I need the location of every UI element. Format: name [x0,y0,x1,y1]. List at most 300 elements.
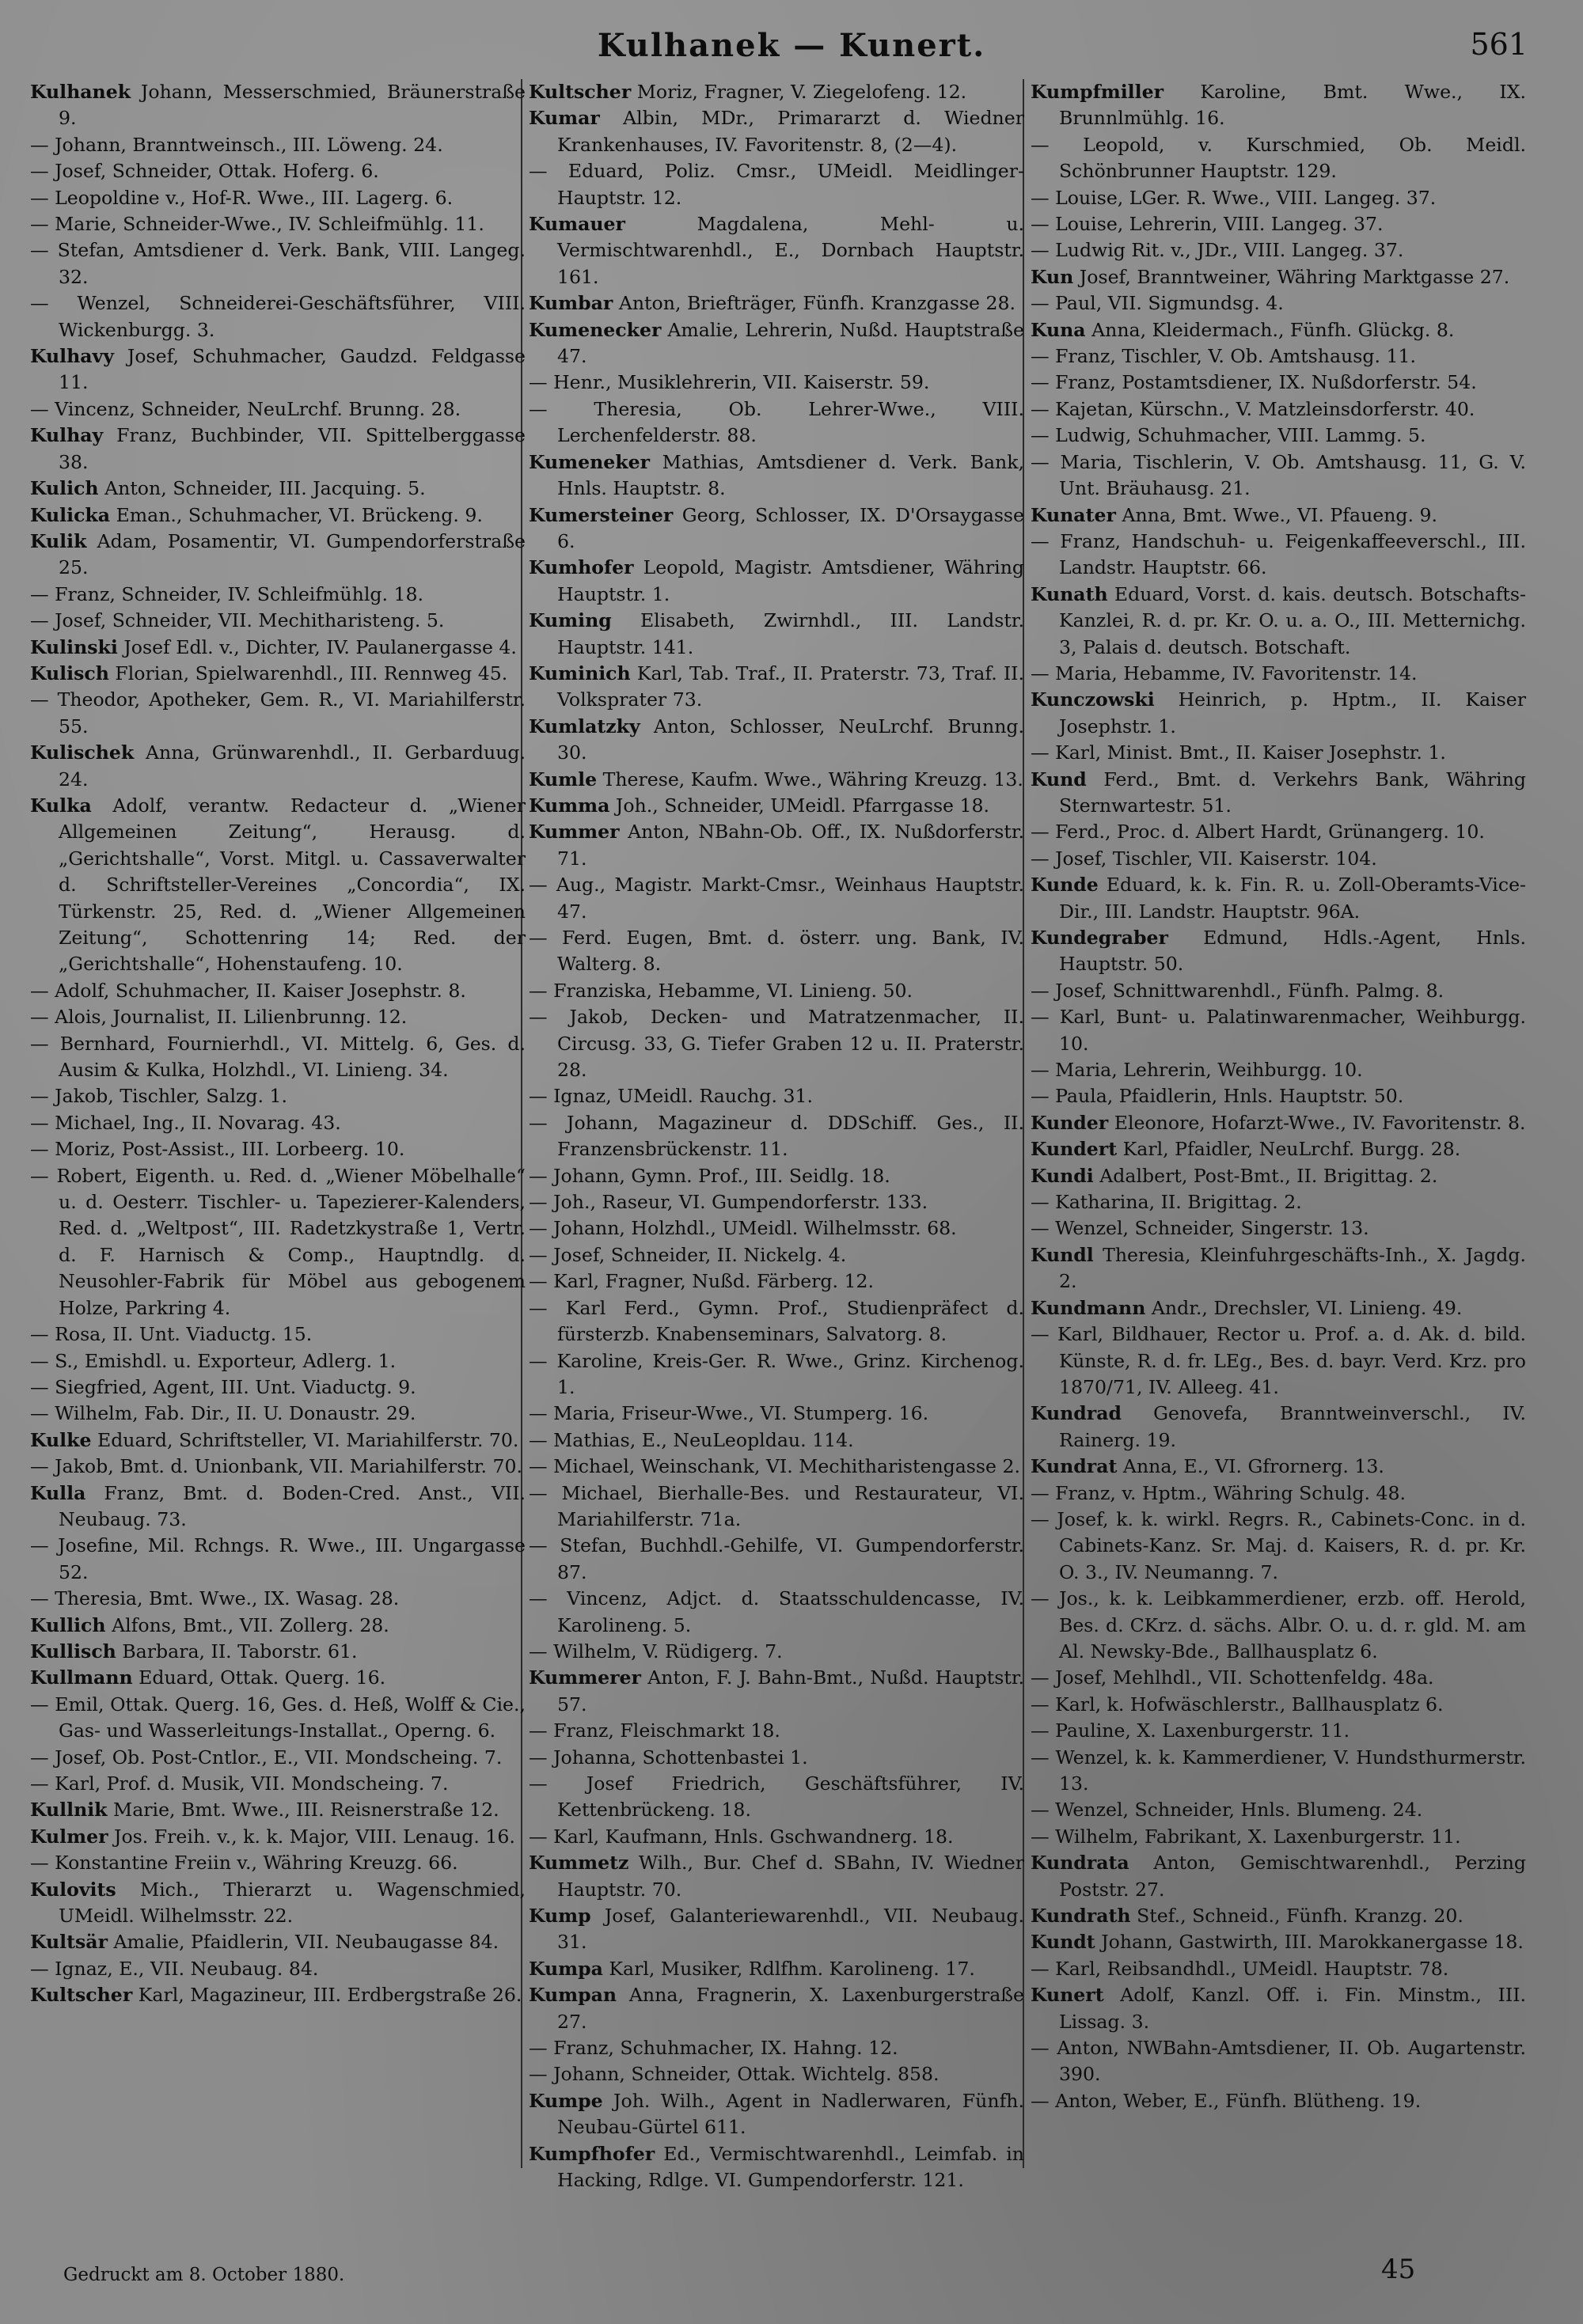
entry-details: — Josef Friedrich, Geschäftsführer, IV. Kettenbrückeng. 18. [529,1772,1024,1822]
entry-details: Edmund, Hdls.-Agent, Hnls. Hauptstr. 50. [1059,927,1526,976]
entry-details: — Wenzel, Schneiderei-Geschäftsführer, VIII. Wickenburgg. 3. [30,292,526,341]
directory-entry [30,1745,526,1771]
entry-details: — Louise, Lehrerin, VIII. Langeg. 37. [1031,213,1384,236]
directory-entry [529,2088,1024,2141]
entry-details: — Ferd. Eugen, Bmt. d. österr. ung. Bank, IV. Walterg. 8. [529,927,1024,976]
directory-entry [529,211,1024,290]
entry-surname: Kulke [30,1428,92,1451]
entry-surname: Kundrath [1031,1905,1131,1928]
entry-details: — Moriz, Post-Assist., III. Lorbeerg. 10. [30,1138,405,1161]
directory-entry [529,1718,1024,1744]
entry-details: — Maria, Hebamme, IV. Favoritenstr. 14. [1031,662,1418,684]
directory-entry [30,1031,526,1084]
column-2 [529,79,1025,2192]
entry-details: — Theresia, Ob. Lehrer-Wwe., VIII. Lerchenfelderstr. 88. [529,397,1024,447]
entry-details: Adam, Posamentir, VI. Gumpendorferstraße 25. [59,529,526,579]
directory-entry [30,529,526,582]
entry-surname: Kuming [529,609,612,632]
directory-entry [30,1480,526,1534]
directory-entry [1031,1242,1526,1295]
entry-surname: Kummetz [529,1852,629,1875]
entry-surname: Kuminich [529,662,631,684]
entry-details: — Emil, Ottak. Querg. 16, Ges. d. Heß, Wolff & Cie., Gas- und Wasserleitungs-Installat., Operng. 6. [30,1693,526,1742]
entry-surname: Kumle [529,768,598,790]
entry-details: Florian, Spielwarenhdl., III. Rennweg 45. [115,662,508,684]
directory-entry [1031,290,1526,317]
entry-details: Josef Edl. v., Dichter, IV. Paulanergasse 4. [123,635,517,658]
entry-surname: Kumpfmiller [1031,81,1164,103]
entry-details: Theresia, Kleinfuhrgeschäfts-Inh., X. Jagdg. 2. [1059,1243,1526,1293]
directory-entry [1031,264,1526,290]
directory-entry [529,1427,1024,1454]
entry-surname: Kumpe [529,2089,603,2112]
entry-details: Anton, F. J. Bahn-Bmt., Nußd. Hauptstr. 57. [557,1666,1025,1716]
entry-details: Anna, Grünwarenhdl., II. Gerbarduug. 24. [59,741,526,790]
directory-entry [30,158,526,184]
directory-entry [1031,1110,1526,1136]
directory-entry [30,502,526,529]
entry-details: — Theodor, Apotheker, Gem. R., VI. Mariahilferstr. 55. [30,688,526,737]
entry-surname: Kulinski [30,635,118,658]
entry-details: Josef, Schuhmacher, Gaudzd. Feldgasse 11. [59,345,526,394]
entry-details: — Ludwig Rit. v., JDr., VIII. Langeg. 37. [1031,239,1404,262]
entry-details: Karl, Pfaidler, NeuLrchf. Burgg. 28. [1122,1138,1461,1161]
entry-details: — Johann, Holzhdl., UMeidl. Wilhelmsstr. 68. [529,1217,957,1240]
directory-entry [529,793,1024,819]
entry-details: — Karl, Prof. d. Musik, VII. Mondscheing. 7. [30,1772,449,1795]
directory-entry [1031,529,1526,582]
directory-entry [30,1982,526,2008]
entry-details: Anton, Schneider, III. Jacquing. 5. [104,477,426,500]
entry-details: Marie, Bmt. Wwe., III. Reisnerstraße 12. [113,1799,499,1822]
entry-details: Wilh., Bur. Chef d. SBahn, IV. Wiedner Hauptstr. 70. [557,1852,1024,1901]
entry-surname: Kulhavy [30,345,114,368]
directory-entry [529,1850,1024,1903]
directory-entry [30,635,526,661]
directory-entry [529,158,1024,211]
directory-entry [1031,1004,1526,1057]
directory-entry [1031,1163,1526,1189]
directory-entry [30,1692,526,1745]
directory-entry [529,370,1024,396]
directory-entry [30,1163,526,1321]
entry-details: Moriz, Fragner, V. Ziegelofeng. 12. [636,81,967,103]
entry-surname: Kulhanek [30,81,131,103]
directory-entry [529,1401,1024,1427]
entry-details: — Karl, Bildhauer, Rector u. Prof. a. d. Ak. d. bild. Künste, R. d. fr. LEg., Bes. d. bayr. Verd. Krz. pro 1870/71, IV. Alleeg. 41. [1031,1323,1526,1398]
entry-details: — Ferd., Proc. d. Albert Hardt, Grünangerg. 10. [1031,821,1485,844]
entry-details: — Josef, Schneider, Ottak. Hoferg. 6. [30,160,379,183]
entry-details: — Wilhelm, Fabrikant, X. Laxenburgerstr. 11. [1031,1825,1461,1848]
entry-details: — Franz, Postamtsdiener, IX. Nußdorferstr. 54. [1031,371,1477,394]
entry-details: Ed., Vermischtwarenhdl., Leimfab. in Hacking, Rdlge. VI. Gumpendorferstr. 121. [557,2142,1025,2192]
directory-entry [30,237,526,290]
entry-details: — Josef, Tischler, VII. Kaiserstr. 104. [1031,847,1377,870]
column-1 [30,79,526,2168]
entry-details: — Johanna, Schottenbastei 1. [529,1746,808,1769]
directory-entry [30,1348,526,1374]
entry-surname: Kullnik [30,1799,108,1822]
directory-entry [529,1824,1024,1850]
directory-entry [1031,767,1526,820]
entry-details: — Maria, Lehrerin, Weihburgg. 10. [1031,1059,1363,1082]
entry-details: Eduard, k. k. Fin. R. u. Zoll-Oberamts-Vice-Dir., III. Landstr. Hauptstr. 96A. [1059,874,1527,923]
entry-details: Karoline, Bmt. Wwe., IX. Brunnlmühlg. 16. [1059,81,1526,130]
directory-entry [30,687,526,740]
directory-entry [30,1454,526,1480]
entry-details: — Paula, Pfaidlerin, Hnls. Hauptstr. 50. [1031,1085,1404,1108]
entry-details: Johann, Gastwirth, III. Marokkanergasse 18. [1101,1931,1524,1954]
directory-entry [30,1401,526,1427]
directory-entry [1031,1824,1526,1850]
entry-surname: Kumpfhofer [529,2142,655,2165]
entry-details: — Karl, Bunt- u. Palatinwarenmacher, Weihburgg. 10. [1031,1006,1526,1055]
entry-details: Anna, E., VI. Gfrornerg. 13. [1122,1455,1384,1478]
entry-details: Andr., Drechsler, VI. Linieng. 49. [1151,1296,1463,1319]
entry-surname: Kulla [30,1481,86,1504]
entry-details: — Josef, Schnittwarenhdl., Fünfh. Palmg. 8. [1031,979,1444,1002]
entry-details: — Johann, Branntweinsch., III. Löweng. 24. [30,133,443,156]
entry-details: Albin, MDr., Primararzt d. Wiedner Krankenhauses, IV. Favoritenstr. 8, (2—4). [557,107,1024,156]
entry-surname: Kumpan [529,1984,617,2007]
entry-details: — Joh., Raseur, VI. Gumpendorferstr. 133. [529,1191,928,1214]
directory-entry [529,819,1024,872]
directory-entry [529,1110,1024,1163]
directory-entry [1031,1692,1526,1718]
directory-entry [1031,1136,1526,1162]
entry-details: Josef, Branntweiner, Währing Marktgasse 27. [1079,265,1510,288]
entry-surname: Kumeneker [529,450,651,473]
entry-details: — Josefine, Mil. Rchngs. R. Wwe., III. Ungargasse 52. [30,1534,526,1583]
entry-details: — Karl, k. Hofwäschlerstr., Ballhausplatz 6. [1031,1693,1444,1716]
entry-details: Adalbert, Post-Bmt., II. Brigittag. 2. [1099,1164,1438,1187]
entry-details: — Michael, Ing., II. Novarag. 43. [30,1111,341,1134]
entry-surname: Kumbar [529,292,613,315]
entry-details: — Rosa, II. Unt. Viaductg. 15. [30,1323,313,1346]
entry-details: — Katharina, II. Brigittag. 2. [1031,1191,1302,1214]
directory-entry [30,1665,526,1691]
directory-entry [1031,449,1526,502]
directory-entry [1031,1507,1526,1586]
directory-entry [1031,237,1526,263]
entry-details: — Johann, Magazineur d. DDSchiff. Ges., II. Franzensbrückenstr. 11. [529,1111,1024,1161]
entry-details: Joh., Schneider, UMeidl. Pfarrgasse 18. [615,794,990,817]
entry-details: Eduard, Ottak. Querg. 16. [139,1666,386,1689]
entry-details: Jos. Freih. v., k. k. Major, VIII. Lenaug. 16. [114,1825,515,1848]
print-date: Gedruckt am 8. October 1880. [63,2265,345,2285]
entry-surname: Kumhofer [529,556,634,579]
entry-details: Franz, Buchbinder, VII. Spittelberggasse 38. [59,424,526,473]
directory-entry [1031,978,1526,1004]
directory-entry [1031,1850,1526,1903]
directory-entry [1031,185,1526,211]
directory-entry [1031,423,1526,449]
entry-details: — Franz, Fleischmarkt 18. [529,1719,780,1742]
entry-details: — Aug., Magistr. Markt-Cmsr., Weinhaus Hauptstr. 47. [529,874,1024,923]
directory-entry [529,1189,1024,1215]
entry-details: Georg, Schlosser, IX. D'Orsaygasse 6. [557,503,1024,552]
directory-entry [529,1242,1024,1268]
directory-entry [30,132,526,158]
entry-details: Johann, Messerschmied, Bräunerstraße 9. [59,81,526,130]
directory-entry [529,978,1024,1004]
directory-entry [30,740,526,793]
entry-details: — Karl, Minist. Bmt., II. Kaiser Josephstr. 1. [1031,741,1446,764]
entry-surname: Kump [529,1905,591,1928]
directory-entry [1031,925,1526,978]
entry-details: — Maria, Tischlerin, V. Ob. Amtshausg. 11, G. V. Unt. Bräuhausg. 21. [1031,450,1526,500]
directory-entry [529,1956,1024,1982]
entry-details: Magdalena, Mehl- u. Vermischtwarenhdl., E., Dornbach Hauptstr. 161. [557,213,1025,288]
directory-entry [529,2035,1024,2061]
directory-entry [1031,687,1526,740]
directory-entry [30,1083,526,1109]
entry-surname: Kundt [1031,1931,1095,1954]
directory-entry [529,2061,1024,2087]
entry-surname: Kunde [1031,874,1099,897]
directory-entry [529,449,1024,502]
directory-entry [30,1613,526,1639]
entry-surname: Kundert [1031,1138,1118,1161]
entry-details: — Wilhelm, V. Rüdigerg. 7. [529,1640,783,1662]
entry-surname: Kummerer [529,1666,641,1689]
entry-details: Anna, Bmt. Wwe., VI. Pfaueng. 9. [1122,503,1438,526]
entry-details: — Leopoldine v., Hof-R. Wwe., III. Lagerg. 6. [30,186,454,209]
directory-entry [1031,1295,1526,1321]
entry-surname: Kulik [30,529,87,552]
entry-details: Eman., Schuhmacher, VI. Brückeng. 9. [116,503,483,526]
entry-details: Joh. Wilh., Agent in Nadlerwaren, Fünfh. Neubau-Gürtel 611. [557,2089,1024,2139]
entry-details: Josef, Galanteriewarenhdl., VII. Neubaug. 31. [557,1905,1024,1954]
directory-entry [30,1797,526,1823]
directory-entry [30,1877,526,1930]
entry-details: — Jakob, Bmt. d. Unionbank, VII. Mariahilferstr. 70. [30,1455,523,1478]
entry-details: — Ignaz, UMeidl. Rauchg. 31. [529,1085,814,1108]
entry-surname: Kulischek [30,741,135,764]
directory-entry [30,185,526,211]
sheet-number: 45 [1381,2254,1416,2285]
entry-details: — Karl Ferd., Gymn. Prof., Studienpräfect d. fürsterzb. Knabenseminars, Salvatorg. 8. [529,1296,1024,1346]
directory-entry [1031,1745,1526,1798]
directory-entry [529,1745,1024,1771]
entry-surname: Kumpa [529,1957,603,1980]
entry-details: — Stefan, Buchhdl.-Gehilfe, VI. Gumpendorferstr. 87. [529,1534,1024,1583]
entry-surname: Kulich [30,477,99,500]
directory-entry [1031,819,1526,845]
entry-surname: Kullich [30,1613,106,1636]
entry-details: — Marie, Schneider-Wwe., IV. Schleifmühlg. 11. [30,213,484,236]
directory-entry [30,1136,526,1162]
directory-entry [30,1586,526,1612]
entry-details: Franz, Bmt. d. Boden-Cred. Anst., VII. Neubaug. 73. [59,1481,526,1530]
entry-details: Anton, NBahn-Ob. Off., IX. Nußdorferstr. 71. [557,821,1024,870]
entry-details: — Ignaz, E., VII. Neubaug. 84. [30,1957,319,1980]
entry-surname: Kumenecker [529,318,662,341]
entry-details: Eleonore, Hofarzt-Wwe., IV. Favoritenstr. 8. [1114,1111,1526,1134]
entry-surname: Kunder [1031,1111,1109,1134]
directory-entry [1031,2088,1526,2114]
entry-details: Heinrich, p. Hptm., II. Kaiser Josephstr. 1. [1059,688,1527,737]
directory-entry [30,1427,526,1454]
directory-entry [529,290,1024,317]
directory-entry [1031,502,1526,529]
entry-details: Eduard, Vorst. d. kais. deutsch. Botschafts-Kanzlei, R. d. pr. Kr. O. u. a. O., III. Metternichg. 3, Palais d. deutsch. Botschaft. [1059,582,1526,658]
entry-details: Adolf, Kanzl. Off. i. Fin. Minstm., III. Lissag. 3. [1059,1984,1527,2033]
entry-details: — Bernhard, Fournierhdl., VI. Mittelg. 6, Ges. d. Ausim & Kulka, Holzhdl., VI. Linieng. 34. [30,1032,526,1082]
entry-surname: Kundi [1031,1164,1094,1187]
directory-entry [30,1110,526,1136]
entry-details: — Josef, Ob. Post-Cntlor., E., VII. Mondscheing. 7. [30,1746,503,1769]
directory-entry [30,1533,526,1586]
entry-details: Anton, Schlosser, NeuLrchf. Brunng. 30. [557,715,1024,764]
entry-details: — S., Emishdl. u. Exporteur, Adlerg. 1. [30,1349,397,1372]
directory-entry [529,872,1024,925]
entry-details: Mich., Thierarzt u. Wagenschmied, UMeidl. Wilhelmsstr. 22. [59,1878,526,1928]
directory-entry [529,661,1024,714]
entry-details: Karl, Musiker, Rdlfhm. Karolineng. 17. [609,1957,975,1980]
entry-details: — Franz, Handschuh- u. Feigenkaffeeverschl., III. Landstr. Hauptstr. 66. [1031,529,1526,579]
entry-surname: Kumersteiner [529,503,674,526]
entry-surname: Kunath [1031,582,1108,605]
directory-entry [30,396,526,423]
entry-details: Karl, Tab. Traf., II. Praterstr. 73, Traf. II. Volksprater 73. [557,662,1024,711]
directory-entry [1031,1215,1526,1242]
directory-entry [1031,1586,1526,1665]
directory-entry [1031,1480,1526,1507]
directory-entry [529,396,1024,449]
directory-entry [1031,1454,1526,1480]
entry-surname: Kun [1031,265,1074,288]
directory-entry [1031,1903,1526,1929]
directory-entry [30,1850,526,1876]
entry-details: Mathias, Amtsdiener d. Verk. Bank, Hnls. Hauptstr. 8. [557,450,1024,500]
entry-details: — Michael, Weinschank, VI. Mechitharistengasse 2. [529,1455,1020,1478]
directory-entry [529,1295,1024,1348]
entry-details: — Franz, Schneider, IV. Schleifmühlg. 18. [30,582,423,605]
directory-entry [30,79,526,132]
directory-entry [30,793,526,978]
directory-entry [529,714,1024,767]
directory-entry [1031,1665,1526,1691]
entry-surname: Kummer [529,821,620,844]
entry-surname: Kundmann [1031,1296,1146,1319]
directory-entry [1031,132,1526,185]
entry-details: — Josef, k. k. wirkl. Regrs. R., Cabinets-Conc. in d. Cabinets-Kanz. Sr. Maj. d. Kaisers, R. d. pr. Kr. O. 3., IV. Neumanng. 7. [1031,1507,1526,1583]
entry-details: — Konstantine Freiin v., Währing Kreuzg. 66. [30,1852,458,1875]
directory-entry [30,1929,526,1955]
entry-details: — Jakob, Tischler, Salzg. 1. [30,1085,288,1108]
directory-entry [1031,1401,1526,1454]
entry-surname: Kulmer [30,1825,108,1848]
entry-details: — Kajetan, Kürschn., V. Matzleinsdorferstr. 40. [1031,397,1475,420]
directory-entry [30,423,526,476]
directory-entry [1031,1797,1526,1823]
directory-entry [1031,79,1526,132]
entry-details: — Ludwig, Schuhmacher, VIII. Lammg. 5. [1031,424,1426,447]
entry-surname: Kultsär [30,1931,108,1954]
entry-details: — Mathias, E., NeuLeopldau. 114. [529,1428,854,1451]
directory-entry [1031,582,1526,661]
directory-entry [30,1824,526,1850]
directory-entry [529,1533,1024,1586]
entry-surname: Kundrata [1031,1852,1129,1875]
directory-entry [529,2141,1024,2194]
entry-details: Amalie, Pfaidlerin, VII. Neubaugasse 84. [113,1931,499,1954]
entry-details: — Jos., k. k. Leibkammerdiener, erzb. off. Herold, Bes. d. CKrz. d. sächs. Albr. O. u. d. r. gld. M. am Al. Newsky-Bde., Ballhausplatz 6. [1031,1587,1526,1662]
entry-details: — Karl, Kaufmann, Hnls. Gschwandnerg. 18. [529,1825,954,1848]
entry-details: — Johann, Schneider, Ottak. Wichtelg. 858. [529,2063,940,2086]
entry-details: — Vincenz, Schneider, NeuLrchf. Brunng. 28. [30,397,461,420]
entry-surname: Kultscher [30,1984,133,2007]
directory-entry [30,290,526,343]
directory-entry [1031,396,1526,423]
directory-entry [529,1480,1024,1534]
entry-details: — Josef, Mehlhdl., VII. Schottenfeldg. 48a. [1031,1666,1434,1689]
directory-entry [1031,211,1526,237]
entry-details: — Johann, Gymn. Prof., III. Seidlg. 18. [529,1164,890,1187]
entry-surname: Kulovits [30,1878,116,1901]
directory-entry [30,1321,526,1348]
entry-details: Barbara, II. Taborstr. 61. [122,1640,358,1662]
entry-details: Elisabeth, Zwirnhdl., III. Landstr. Hauptstr. 141. [557,609,1024,658]
entry-details: Anton, Briefträger, Fünfh. Kranzgasse 28. [618,292,1016,315]
entry-details: Anna, Fragnerin, X. Laxenburgerstraße 27. [557,1984,1024,2033]
entry-details: Anna, Kleidermach., Fünfh. Glückg. 8. [1091,318,1455,341]
entry-details: Stef., Schneid., Fünfh. Kranzg. 20. [1137,1905,1463,1928]
directory-entry [1031,1189,1526,1215]
directory-entry [529,1004,1024,1083]
entry-surname: Kumlatzky [529,715,640,737]
directory-entry [529,1771,1024,1824]
directory-entry [529,1083,1024,1109]
entry-surname: Kumar [529,107,600,130]
directory-entry [30,1956,526,1982]
entry-details: — Jakob, Decken- und Matratzenmacher, II. Circusg. 33, G. Tiefer Graben 12 u. II. Praterstr. 28. [529,1006,1024,1082]
entry-details: — Karoline, Kreis-Ger. R. Wwe., Grinz. Kirchenog. 1. [529,1349,1024,1398]
directory-entry [1031,1718,1526,1744]
entry-details: — Alois, Journalist, II. Lilienbrunng. 12. [30,1006,408,1029]
entry-surname: Kulicka [30,503,111,526]
entry-details: — Leopold, v. Kurschmied, Ob. Meidl. Schönbrunner Hauptstr. 129. [1031,133,1526,183]
entry-details: Amalie, Lehrerin, Nußd. Hauptstraße 47. [557,318,1025,368]
entry-details: — Wenzel, Schneider, Hnls. Blumeng. 24. [1031,1799,1423,1822]
directory-entry [529,925,1024,978]
directory-entry [1031,1057,1526,1083]
entry-surname: Kullisch [30,1640,116,1662]
directory-entry [1031,2035,1526,2088]
directory-entry [529,1163,1024,1189]
entry-surname: Kuna [1031,318,1086,341]
directory-entry [1031,1083,1526,1109]
directory-entry [1031,846,1526,872]
entry-surname: Kunater [1031,503,1116,526]
directory-entry [529,317,1024,370]
entry-details: — Pauline, X. Laxenburgerstr. 11. [1031,1719,1350,1742]
directory-entry [529,767,1024,793]
entry-details: — Adolf, Schuhmacher, II. Kaiser Josephstr. 8. [30,979,466,1002]
entry-details: — Vincenz, Adjct. d. Staatsschuldencasse, IV. Karolineng. 5. [529,1587,1024,1636]
entry-details: — Franz, v. Hptm., Währing Schulg. 48. [1031,1481,1406,1504]
directory-entry [529,555,1024,608]
directory-entry [529,1586,1024,1639]
directory-entry [1031,661,1526,687]
entry-details: — Theresia, Bmt. Wwe., IX. Wasag. 28. [30,1587,400,1610]
entry-details: — Josef, Schneider, VII. Mechitharisteng. 5. [30,609,445,632]
directory-entry [529,1639,1024,1665]
entry-details: — Franz, Schuhmacher, IX. Hahng. 12. [529,2037,898,2060]
directory-entry [30,582,526,608]
entry-details: — Josef, Schneider, II. Nickelg. 4. [529,1243,847,1266]
